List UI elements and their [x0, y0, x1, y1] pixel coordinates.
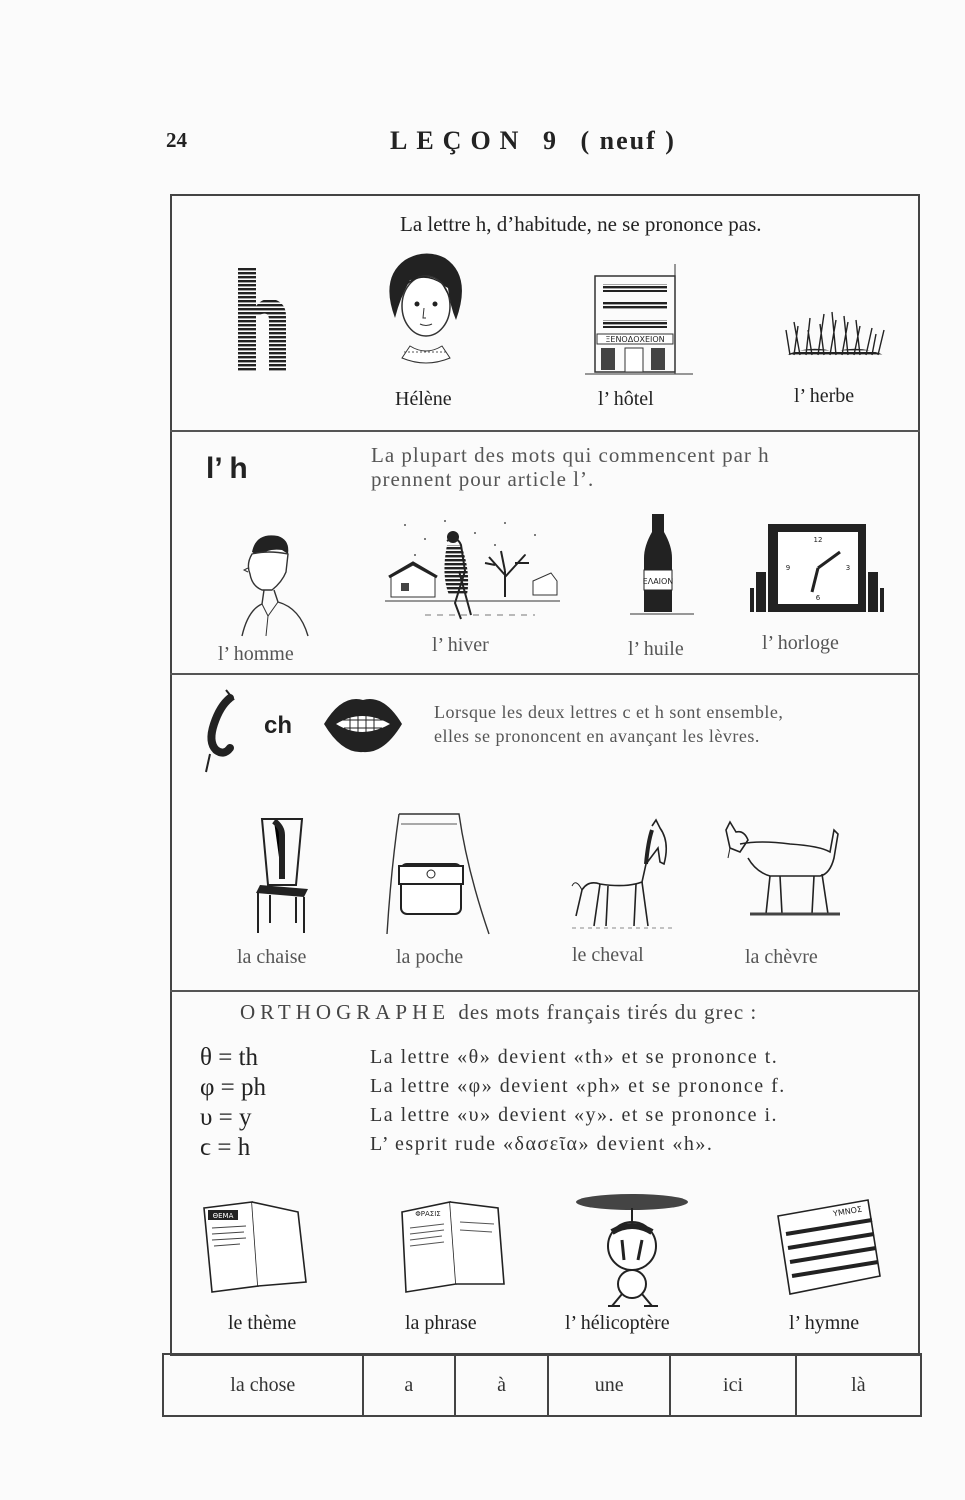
- helicopter-image: [572, 1190, 692, 1308]
- hymn-sheet-image: [772, 1198, 884, 1296]
- theme-book-image: [200, 1198, 310, 1294]
- rule-ch-line2: elles se prononcent en avançant les lèvres.: [434, 726, 760, 746]
- vocab-cell: a: [363, 1354, 456, 1416]
- equation-theta: θ = th: [200, 1044, 259, 1071]
- helene-portrait-image: [380, 248, 470, 368]
- word-theme: le thème: [228, 1312, 297, 1334]
- rule-lh-line2: prennent pour article l’.: [371, 467, 595, 491]
- svg-text:3: 3: [845, 564, 851, 572]
- lips-icon: [322, 690, 404, 756]
- orthographe-heading: [240, 1000, 757, 1025]
- word-hotel: l’ hôtel: [598, 388, 654, 410]
- lesson-title: [390, 126, 676, 156]
- word-huile: l’ huile: [628, 638, 684, 660]
- rule-h-silent: La lettre h, d’habitude, ne se prononce pas.: [400, 212, 762, 236]
- hymn-sheet-label: ΥΜΝΟΣ: [832, 1204, 863, 1219]
- ch-mark: ch: [264, 712, 293, 739]
- svg-text:9: 9: [785, 564, 791, 572]
- word-horloge: l’ horloge: [762, 632, 839, 654]
- rule-lh-line1: La plupart des mots qui commencent par h: [371, 443, 770, 467]
- clock-image: [750, 522, 885, 617]
- theme-book-label: ΘΕΜΑ: [212, 1212, 234, 1220]
- word-poche: la poche: [396, 946, 464, 968]
- page-number: 24: [166, 128, 187, 152]
- horse-image: [566, 820, 678, 932]
- word-hiver: l’ hiver: [432, 634, 489, 656]
- bottle-label-text: ΕΛΑΙΟΝ: [642, 577, 674, 586]
- vocabulary-row: [163, 1354, 921, 1416]
- rule-ch-line1: Lorsque les deux lettres c et h sont ensemble,: [434, 702, 784, 722]
- word-homme: l’ homme: [218, 643, 294, 665]
- vocabulary-table: [162, 1353, 922, 1417]
- section-divider: [170, 990, 920, 992]
- lesson-title-sub: ( neuf ): [580, 126, 676, 155]
- equation-phi: φ = ph: [200, 1074, 267, 1101]
- hotel-sign-text: ΞΕΝΟΔΟΧΕΙΟΝ: [605, 335, 665, 344]
- word-helicoptere: l’ hélicoptère: [565, 1312, 670, 1334]
- svg-text:12: 12: [813, 536, 823, 544]
- chair-image: [252, 815, 312, 935]
- word-chaise: la chaise: [237, 946, 307, 968]
- grass-image: [780, 300, 890, 360]
- equation-rough-breathing: ϲ = h: [200, 1134, 251, 1161]
- lesson-title-main: LEÇON 9: [390, 126, 565, 155]
- lh-mark: l’ h: [206, 452, 248, 485]
- pocket-image: [385, 810, 495, 935]
- section-divider: [170, 430, 920, 432]
- word-phrase: la phrase: [405, 1312, 477, 1334]
- rule-theta: La lettre «θ» devient «th» et se prononce t.: [370, 1046, 779, 1068]
- vocab-cell: là: [796, 1354, 921, 1416]
- phrase-book-label: ΦΡΑΣΙΣ: [415, 1210, 441, 1218]
- phrase-book-image: [398, 1198, 508, 1294]
- orthographe-title: ORTHOGRAPHE: [240, 1000, 451, 1024]
- oil-bottle-image: [630, 512, 694, 618]
- ch-letters-icon: [200, 690, 252, 775]
- section-divider: [170, 673, 920, 675]
- vocab-cell: une: [548, 1354, 671, 1416]
- equation-upsilon: υ = y: [200, 1104, 252, 1131]
- vocab-cell: à: [455, 1354, 548, 1416]
- word-herbe: l’ herbe: [794, 385, 855, 407]
- goat-image: [720, 822, 845, 922]
- word-helene: Hélène: [395, 388, 452, 410]
- rule-upsilon: La lettre «υ» devient «y». et se prononce i.: [370, 1104, 779, 1126]
- hotel-image: [585, 262, 695, 377]
- word-hymne: l’ hymne: [789, 1312, 860, 1334]
- rule-phi: La lettre «φ» devient «ph» et se prononce f.: [370, 1075, 786, 1097]
- vocab-cell: ici: [670, 1354, 795, 1416]
- orthographe-subtitle: des mots français tirés du grec :: [458, 1000, 758, 1024]
- man-image: [238, 532, 310, 637]
- word-chevre: la chèvre: [745, 946, 818, 968]
- winter-scene-image: [385, 515, 560, 627]
- letter-h-graphic: [236, 268, 288, 372]
- svg-text:6: 6: [815, 594, 821, 602]
- vocab-cell: la chose: [163, 1354, 363, 1416]
- word-cheval: le cheval: [572, 944, 644, 966]
- rule-rough-breathing: L’ esprit rude «δασεῖα» devient «h».: [370, 1133, 714, 1155]
